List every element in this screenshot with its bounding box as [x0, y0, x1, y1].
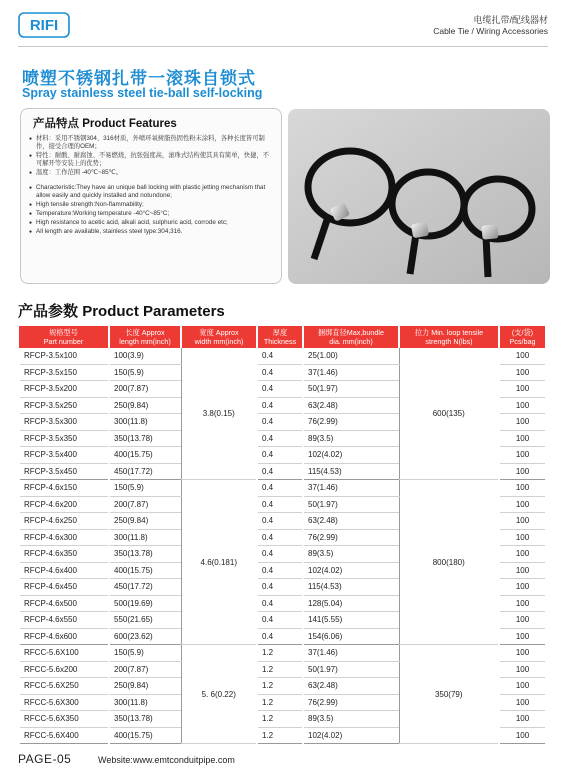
table-cell: 550(21.65)	[109, 612, 181, 629]
table-cell: RFCP-4.6x500	[19, 595, 109, 612]
table-cell: 0.4	[257, 364, 303, 381]
params-title-en: Product Parameters	[82, 303, 225, 320]
table-cell: 5. 6(0.22)	[181, 645, 257, 744]
table-row	[19, 348, 545, 364]
table-cell: 141(5.55)	[303, 612, 399, 629]
table-cell: 0.4	[257, 546, 303, 563]
table-cell: 102(4.02)	[303, 562, 399, 579]
table-cell: 0.4	[257, 579, 303, 596]
table-cell: 1.2	[257, 711, 303, 728]
table-cell: 128(5.04)	[303, 595, 399, 612]
feature-item: ● Temperature:Working temperature -40°C~85°C;	[29, 210, 273, 218]
table-cell: 1.2	[257, 694, 303, 711]
table-cell: 100	[499, 562, 545, 579]
feature-item: ● All length are available, stainless steel type:304,316.	[29, 228, 273, 236]
table-cell: 0.4	[257, 414, 303, 431]
table-cell: 450(17.72)	[109, 579, 181, 596]
product-title-cn: 喷塑不锈钢扎带一滚珠自锁式	[22, 69, 256, 88]
table-cell: 3.8(0.15)	[181, 348, 257, 480]
table-cell: 200(7.87)	[109, 381, 181, 398]
table-cell: 500(19.69)	[109, 595, 181, 612]
params-title	[18, 300, 225, 321]
table-cell: RFCP-4.6x450	[19, 579, 109, 596]
table-cell: 100	[499, 447, 545, 464]
table-cell: 0.4	[257, 595, 303, 612]
feature-item: ● 温度：工作范围 -40℃~85℃。	[29, 169, 273, 177]
product-title-en: Spray stainless steel tie-ball self-locking	[22, 86, 263, 100]
table-cell: 100	[499, 496, 545, 513]
col-header: 厚度 Thickness	[257, 326, 303, 348]
col-header: 捆绑直径Max,bundle dia. mm(inch)	[303, 326, 399, 348]
table-cell: 100	[499, 348, 545, 364]
table-row	[19, 480, 545, 497]
table-cell: RFCP-4.6x350	[19, 546, 109, 563]
features-list-en	[29, 184, 273, 236]
table-cell: 350(13.78)	[109, 711, 181, 728]
table-cell: 0.4	[257, 430, 303, 447]
table-cell: 102(4.02)	[303, 727, 399, 744]
table-cell: 100	[499, 661, 545, 678]
table-cell: RFCC-5.6X100	[19, 645, 109, 662]
table-cell: 100	[499, 727, 545, 744]
table-cell: 100	[499, 529, 545, 546]
table-cell: 150(5.9)	[109, 645, 181, 662]
table-cell: RFCP-3.5x250	[19, 397, 109, 414]
table-cell: 0.4	[257, 513, 303, 530]
table-cell: 100	[499, 381, 545, 398]
table-cell: 100	[499, 414, 545, 431]
table-header-row	[19, 326, 545, 348]
table-cell: RFCP-4.6x400	[19, 562, 109, 579]
header-divider	[18, 46, 548, 47]
table-cell: 1.2	[257, 727, 303, 744]
spec-table	[18, 326, 545, 744]
rifi-logo	[18, 12, 70, 38]
table-cell: 100	[499, 463, 545, 480]
table-cell: 0.4	[257, 562, 303, 579]
col-header: 拉力 Min. loop tensile strength N(lbs)	[399, 326, 499, 348]
col-header: 长度 Approx length mm(inch)	[109, 326, 181, 348]
table-cell: RFCP-3.5x200	[19, 381, 109, 398]
table-cell: 0.4	[257, 628, 303, 645]
table-cell: RFCP-4.6x150	[19, 480, 109, 497]
col-header: (支/袋) Pcs/bag	[499, 326, 545, 348]
table-cell: 100	[499, 364, 545, 381]
table-cell: 400(15.75)	[109, 727, 181, 744]
table-cell: 100	[499, 546, 545, 563]
table-cell: 76(2.99)	[303, 414, 399, 431]
table-cell: 63(2.48)	[303, 397, 399, 414]
table-cell: 115(4.53)	[303, 579, 399, 596]
table-cell: RFCP-4.6x550	[19, 612, 109, 629]
table-cell: 89(3.5)	[303, 546, 399, 563]
table-cell: 300(11.8)	[109, 529, 181, 546]
table-cell: 450(17.72)	[109, 463, 181, 480]
table-cell: RFCP-3.5x450	[19, 463, 109, 480]
table-cell: 0.4	[257, 480, 303, 497]
category-cn: 电缆扎带/配线器材	[473, 15, 548, 25]
table-cell: 1.2	[257, 661, 303, 678]
table-cell: 100	[499, 397, 545, 414]
params-title-cn: 产品参数	[18, 303, 79, 320]
table-cell: 600(23.62)	[109, 628, 181, 645]
table-cell: 100	[499, 579, 545, 596]
table-cell: 0.4	[257, 348, 303, 364]
table-cell: RFCP-3.5x150	[19, 364, 109, 381]
table-cell: 100	[499, 645, 545, 662]
table-cell: 250(9.84)	[109, 397, 181, 414]
table-cell: RFCP-3.5x100	[19, 348, 109, 364]
table-cell: 0.4	[257, 529, 303, 546]
table-cell: 200(7.87)	[109, 661, 181, 678]
feature-item: ● High resistance to acetic acid, alkali acid, sulphuric acid, corrode etc;	[29, 219, 273, 227]
table-cell: 350(13.78)	[109, 546, 181, 563]
table-cell: 50(1.97)	[303, 496, 399, 513]
table-cell: 350(13.78)	[109, 430, 181, 447]
table-cell: RFCP-4.6x300	[19, 529, 109, 546]
table-cell: 37(1.46)	[303, 480, 399, 497]
table-cell: 150(5.9)	[109, 480, 181, 497]
table-cell: 0.4	[257, 463, 303, 480]
table-cell: 102(4.02)	[303, 447, 399, 464]
table-cell: 0.4	[257, 381, 303, 398]
product-photo	[288, 109, 550, 284]
table-cell: 50(1.97)	[303, 661, 399, 678]
table-cell: 400(15.75)	[109, 562, 181, 579]
table-cell: 1.2	[257, 678, 303, 695]
spec-table-body	[19, 348, 545, 744]
table-cell: 300(11.8)	[109, 414, 181, 431]
table-cell: RFCC-5.6X300	[19, 694, 109, 711]
features-box	[20, 108, 282, 284]
features-heading: 产品特点 Product Features	[33, 118, 177, 130]
table-cell: 100	[499, 711, 545, 728]
col-header: 规格型号 Part number	[19, 326, 109, 348]
table-cell: 200(7.87)	[109, 496, 181, 513]
table-cell: 600(135)	[399, 348, 499, 480]
table-cell: 100	[499, 694, 545, 711]
table-cell: 76(2.99)	[303, 694, 399, 711]
table-cell: 37(1.46)	[303, 364, 399, 381]
table-cell: 89(3.5)	[303, 711, 399, 728]
table-cell: 250(9.84)	[109, 513, 181, 530]
table-cell: RFCP-4.6x200	[19, 496, 109, 513]
feature-item: ● 材料：采用不锈钢304、316材质，外喷环氧树脂热固性粉末涂料，各种长度皆可制作，接受合理的OEM；	[29, 135, 273, 151]
table-cell: RFCC-5.6x200	[19, 661, 109, 678]
table-cell: 115(4.53)	[303, 463, 399, 480]
table-cell: 154(6.06)	[303, 628, 399, 645]
table-cell: 100(3.9)	[109, 348, 181, 364]
table-cell: RFCP-3.5x400	[19, 447, 109, 464]
table-cell: RFCP-4.6x600	[19, 628, 109, 645]
table-cell: 25(1.00)	[303, 348, 399, 364]
col-header: 宽度 Approx width mm(inch)	[181, 326, 257, 348]
table-cell: 400(15.75)	[109, 447, 181, 464]
table-cell: 63(2.48)	[303, 678, 399, 695]
table-cell: 800(180)	[399, 480, 499, 645]
table-cell: 100	[499, 480, 545, 497]
header-category	[433, 14, 548, 37]
table-cell: 100	[499, 430, 545, 447]
table-cell: RFCP-3.5x350	[19, 430, 109, 447]
table-cell: RFCC-5.6X350	[19, 711, 109, 728]
features-list-cn	[29, 135, 273, 177]
table-cell: 50(1.97)	[303, 381, 399, 398]
feature-item: ● Characteristic:They have an unique ball locking with plastic jetting mechanism that allow easily and quickly installed and notundone;	[29, 184, 273, 200]
page-number: PAGE-05	[18, 752, 72, 766]
table-row	[19, 645, 545, 662]
table-cell: 0.4	[257, 496, 303, 513]
table-cell: 37(1.46)	[303, 645, 399, 662]
table-cell: 300(11.8)	[109, 694, 181, 711]
table-cell: 4.6(0.181)	[181, 480, 257, 645]
table-cell: RFCC-5.6X250	[19, 678, 109, 695]
table-cell: 63(2.48)	[303, 513, 399, 530]
table-cell: 100	[499, 513, 545, 530]
table-cell: 250(9.84)	[109, 678, 181, 695]
table-cell: RFCP-3.5x300	[19, 414, 109, 431]
table-cell: 76(2.99)	[303, 529, 399, 546]
table-cell: 89(3.5)	[303, 430, 399, 447]
table-cell: 1.2	[257, 645, 303, 662]
table-cell: 100	[499, 678, 545, 695]
table-cell: 0.4	[257, 612, 303, 629]
website: Website:www.emtconduitpipe.com	[98, 755, 235, 765]
feature-item: ● 特性：耐酸、耐腐蚀、不易燃烧，抗张强度高，滚珠式结构使其具有简单，快捷，不可解开等安装上的优势；	[29, 152, 273, 168]
table-cell: 350(79)	[399, 645, 499, 744]
feature-item: ● High tensile strength:Non-flammability;	[29, 201, 273, 209]
category-en: Cable Tie / Wiring Accessories	[433, 26, 548, 36]
table-cell: 150(5.9)	[109, 364, 181, 381]
table-cell: 0.4	[257, 397, 303, 414]
table-cell: 100	[499, 628, 545, 645]
table-cell: 100	[499, 595, 545, 612]
logo-text: RIFI	[29, 17, 59, 34]
table-cell: RFCC-5.6X400	[19, 727, 109, 744]
table-cell: 100	[499, 612, 545, 629]
table-cell: 0.4	[257, 447, 303, 464]
table-cell: RFCP-4.6x250	[19, 513, 109, 530]
